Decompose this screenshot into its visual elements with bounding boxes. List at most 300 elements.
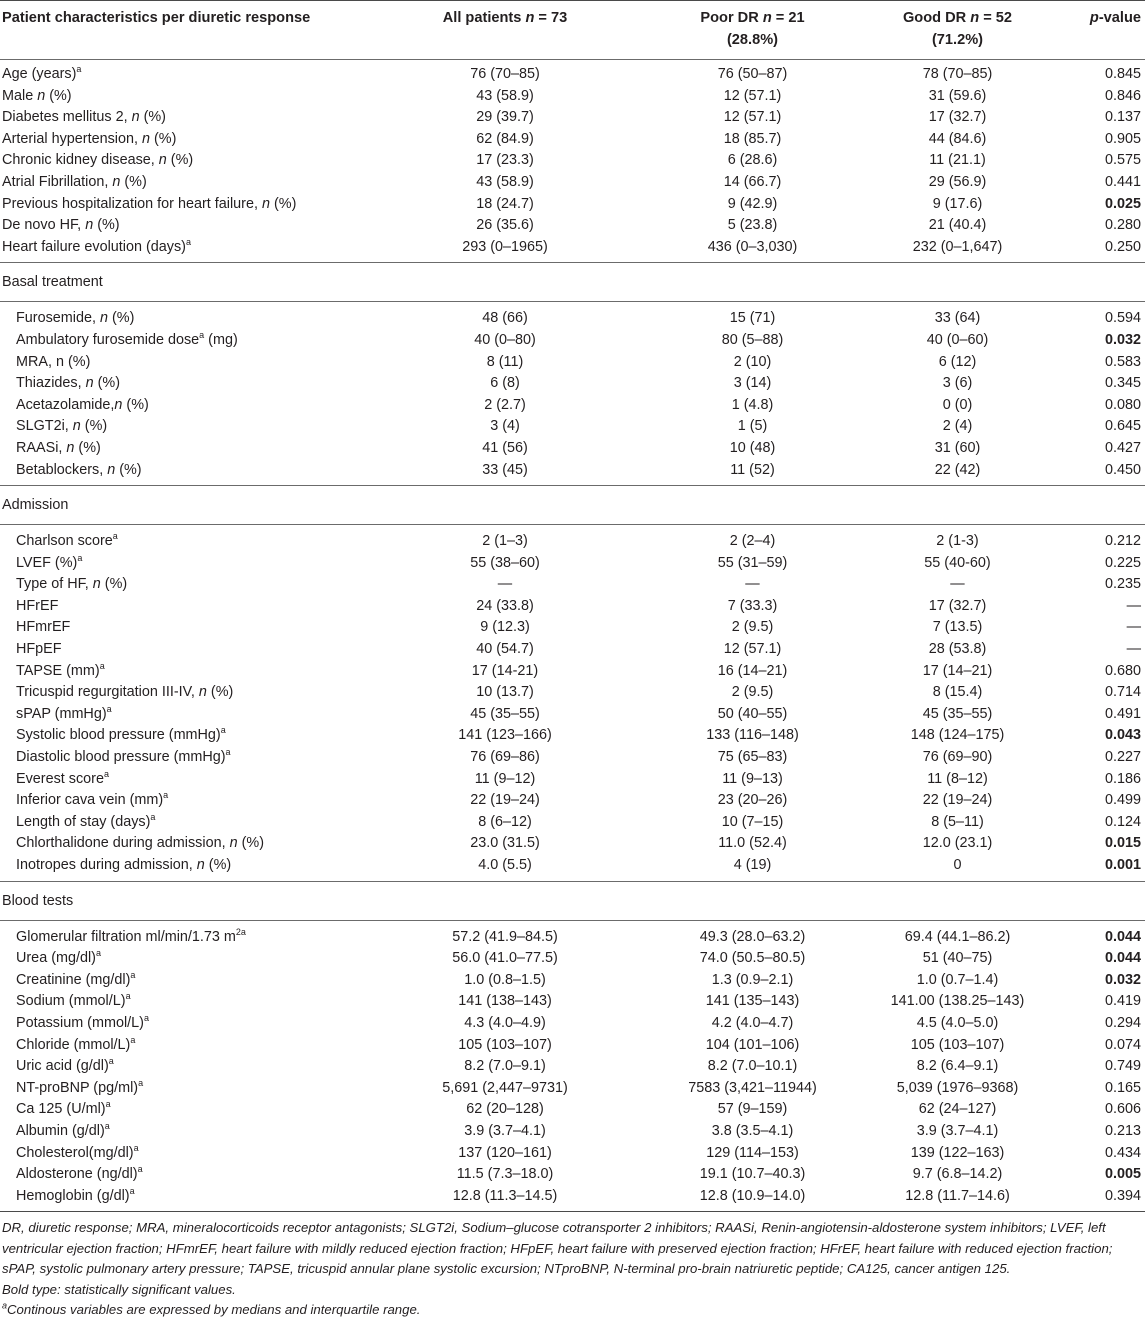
cell-all-patients: 2 (2.7) [484,396,526,413]
cell-good-dr: 0 [953,857,962,873]
row-label-suffix: (%) [115,461,142,478]
table-row [0,308,1145,330]
row-label-text: Hemoglobin (g/dl) [16,1187,130,1204]
row-label-sup: a [105,1099,111,1110]
cell-poor-dr: 2 (9.5) [731,619,774,636]
row-label-sup: a [108,1056,114,1067]
cell-good-dr: 1.0 (0.7–1.4) [916,971,999,988]
row-label-n: n [72,418,81,435]
row-label-text: Ca 125 (U/ml) [16,1101,106,1118]
row-label [0,639,360,661]
cell-poor-dr: 4.2 (4.0–4.7) [711,1014,794,1031]
table-row [0,991,1145,1013]
cell-good-dr: 44 (84.6) [928,130,987,147]
row-label-sup: a [133,1142,139,1153]
section-title: Admission [0,486,1145,525]
row-label-text: Thiazides, [16,375,86,392]
table-row [0,617,1145,639]
cell-poor-dr: 141 (135–143) [705,993,800,1010]
row-label-text: Everest score [16,770,104,787]
row-label-suffix: (mg) [204,331,238,348]
cell-p-value: 0.594 [1104,310,1141,327]
table-row [0,352,1145,374]
row-label-n: n [141,130,150,147]
row-label [0,64,360,86]
row-label-n: n [92,576,101,593]
row-label-sup: a [99,660,105,671]
row-label [0,194,360,216]
cell-poor-dr: 12 (57.1) [723,109,782,126]
cell-good-dr: 9.7 (6.8–14.2) [912,1166,1003,1183]
cell-all-patients: 9 (12.3) [480,619,530,636]
cell-p-value: 0.845 [1104,66,1141,82]
cell-p-value: 0.606 [1104,1101,1141,1118]
row-label-suffix: (%) [93,217,120,234]
table-row [0,596,1145,618]
row-label [0,1099,360,1121]
table-row [0,395,1145,417]
cell-all-patients: 18 (24.7) [476,195,534,212]
row-label-sup: a [104,1121,110,1132]
table-row [0,1164,1145,1186]
cell-p-value: 0.044 [1104,950,1141,967]
cell-p-value: — [1126,619,1141,636]
row-label [0,553,360,575]
table-row [0,150,1145,172]
cell-p-value: 0.499 [1104,792,1141,809]
row-label-text: Diabetes mellitus 2, [2,109,132,126]
cell-p-value: 0.032 [1104,971,1141,988]
cell-good-dr: 139 (122–163) [910,1144,1005,1161]
table-row [0,553,1145,575]
cell-poor-dr: 11.0 (52.4) [718,835,787,852]
cell-poor-dr: 1 (5) [737,418,768,435]
row-label-sup: a [143,1013,149,1024]
cell-p-value: 0.043 [1104,727,1141,744]
cell-all-patients: 43 (58.9) [476,87,534,104]
table-row [0,86,1145,108]
cell-all-patients: 24 (33.8) [476,597,534,614]
row-label [0,438,360,460]
section-header [0,881,1145,920]
row-label-n: n [112,173,121,190]
cell-good-dr: 33 (64) [934,310,981,327]
row-label [0,172,360,194]
header-good-dr: Good DR n = 52 (71.2%) [825,1,1050,60]
cell-poor-dr: 11 (52) [730,461,775,478]
row-label-n: n [37,87,46,104]
row-label-sup: a [76,64,82,75]
row-label [0,617,360,639]
row-label-text: Creatinine (mg/dl) [16,971,131,988]
cell-poor-dr: 15 (71) [729,310,776,327]
cell-all-patients: 12.8 (11.3–14.5) [452,1187,558,1204]
row-label-suffix: (%) [122,396,149,413]
cell-p-value: 0.080 [1104,396,1141,413]
table-header [0,1,1145,60]
row-label-n: n [196,857,205,873]
table-row [0,812,1145,834]
cell-good-dr: 232 (0–1,647) [912,238,1003,255]
cell-poor-dr: 19.1 (10.7–40.3) [699,1166,806,1183]
cell-good-dr: 0 (0) [942,396,973,413]
row-label [0,596,360,618]
cell-poor-dr: 49.3 (28.0–63.2) [699,928,806,945]
table-row [0,1013,1145,1035]
cell-good-dr: 40 (0–60) [926,331,989,348]
row-label-text: Atrial Fibrillation, [2,173,113,190]
header-characteristics: Patient characteristics per diuretic response [0,1,360,60]
cell-good-dr: 105 (103–107) [910,1036,1005,1053]
row-label-sup: a [185,236,191,247]
cell-good-dr: 9 (17.6) [932,195,983,212]
row-label-n: n [158,152,167,169]
cell-poor-dr: 16 (14–21) [717,662,788,679]
cell-p-value: 0.394 [1104,1187,1141,1204]
row-label-text: Charlson score [16,533,113,550]
row-label-sup: a [199,330,205,341]
cell-good-dr: 12.8 (11.7–14.6) [905,1187,1010,1204]
row-label [0,330,360,352]
cell-p-value: 0.280 [1104,217,1141,234]
row-label-suffix: (%) [45,87,72,104]
cell-p-value: 0.427 [1104,439,1141,456]
cell-all-patients: 40 (54.7) [476,641,534,658]
table-row [0,194,1145,216]
cell-all-patients: 2 (1–3) [482,533,528,550]
row-label [0,129,360,151]
cell-good-dr: — [950,576,965,593]
cell-all-patients: 141 (138–143) [458,993,552,1010]
table-row [0,416,1145,438]
row-label-text: NT-proBNP (pg/ml) [16,1079,139,1096]
row-label-n: n [99,310,108,327]
row-label [0,833,360,855]
cell-poor-dr: 57 (9–159) [717,1101,788,1118]
cell-p-value: 0.250 [1104,238,1141,255]
cell-all-patients: 3 (4) [490,418,520,435]
table-row [0,1121,1145,1143]
row-label-suffix: (%) [150,130,177,147]
cell-p-value: 0.005 [1104,1166,1141,1183]
cell-good-dr: 78 (70–85) [922,66,993,82]
row-label-text: Chlorthalidone during admission, [16,835,230,852]
row-label-n: n [66,439,75,456]
row-label-suffix: (%) [237,835,264,852]
cell-all-patients: 26 (35.6) [476,217,534,234]
cell-p-value: 0.645 [1104,418,1141,435]
cell-poor-dr: 3.8 (3.5–4.1) [711,1122,794,1139]
cell-good-dr: 6 (12) [938,353,977,370]
row-label-text: RAASi, [16,439,67,456]
cell-all-patients: 55 (38–60) [470,554,540,571]
cell-poor-dr: 75 (65–83) [717,749,788,766]
cell-all-patients: 33 (45) [482,461,528,478]
row-label [0,704,360,726]
row-label-text: MRA, n (%) [16,353,91,370]
row-label-text: De novo HF, [2,217,86,234]
row-label-sup: a [137,1164,143,1175]
cell-poor-dr: 12 (57.1) [723,641,782,658]
cell-all-patients: 17 (14-21) [471,662,539,679]
cell-all-patients: 141 (123–166) [458,727,552,744]
row-label-sup: a [129,1185,135,1196]
row-label-suffix: (%) [93,375,120,392]
cell-all-patients: 8.2 (7.0–9.1) [464,1058,546,1075]
cell-good-dr: 22 (42) [934,461,981,478]
cell-good-dr: 5,039 (1976–9368) [896,1079,1019,1096]
table-row [0,1035,1145,1057]
cell-poor-dr: 12 (57.1) [723,87,782,104]
cell-poor-dr: 18 (85.7) [723,130,782,147]
cell-poor-dr: 436 (0–3,030) [707,238,798,255]
cell-all-patients: 10 (13.7) [476,684,534,701]
cell-p-value: — [1126,641,1141,658]
row-label-text: Heart failure evolution (days) [2,238,186,255]
cell-p-value: 0.074 [1104,1036,1141,1053]
row-label-sup: a [220,725,226,736]
table-row [0,1186,1145,1212]
cell-poor-dr: — [745,576,760,593]
cell-all-patients: 41 (56) [482,439,528,456]
row-label-sup: a [130,1034,136,1045]
row-label-text: Diastolic blood pressure (mmHg) [16,749,226,766]
row-label-text: sPAP (mmHg) [16,705,107,722]
row-label-sup: a [95,948,101,959]
cell-p-value: 0.575 [1104,152,1141,169]
cell-all-patients: 4.0 (5.5) [478,857,532,873]
row-label [0,1121,360,1143]
cell-good-dr: 76 (69–90) [922,749,993,766]
row-label-text: Aldosterone (ng/dl) [16,1166,138,1183]
row-label-sup: a [130,969,136,980]
row-label-n: n [85,217,94,234]
cell-p-value: 0.025 [1104,195,1141,212]
table-row [0,661,1145,683]
row-label-suffix: (%) [100,576,128,593]
cell-p-value: 0.225 [1104,554,1141,571]
cell-good-dr: 17 (32.7) [928,597,987,614]
row-label [0,790,360,812]
cell-good-dr: 55 (40-60) [924,554,991,571]
cell-p-value: 0.441 [1104,173,1141,190]
cell-poor-dr: 3 (14) [733,375,772,392]
table-row [0,460,1145,486]
cell-poor-dr: 2 (9.5) [731,684,774,701]
cell-good-dr: 22 (19–24) [922,792,993,809]
row-label [0,970,360,992]
cell-good-dr: 31 (59.6) [928,87,987,104]
cell-all-patients: 40 (0–80) [474,331,536,348]
cell-poor-dr: 7 (33.3) [727,597,778,614]
header-p-value: p-value [1050,1,1145,60]
row-label-text: Albumin (g/dl) [16,1122,105,1139]
row-label [0,416,360,438]
cell-good-dr: 62 (24–127) [918,1101,997,1118]
cell-all-patients: 57.2 (41.9–84.5) [452,928,558,945]
cell-good-dr: 2 (4) [942,418,973,435]
table-row [0,855,1145,881]
cell-poor-dr: 2 (2–4) [729,533,776,550]
row-label [0,747,360,769]
cell-p-value: 0.212 [1104,533,1141,550]
row-label-text: TAPSE (mm) [16,662,100,679]
table-row [0,1078,1145,1100]
section-title: Blood tests [0,881,1145,920]
row-label-sup: a [103,768,109,779]
row-label-text: Age (years) [2,66,77,82]
cell-good-dr: 12.0 (23.1) [922,835,993,852]
cell-good-dr: 17 (14–21) [922,662,993,679]
row-label-n: n [261,195,270,212]
row-label-text: Sodium (mmol/L) [16,993,126,1010]
row-label [0,237,360,263]
cell-all-patients: 62 (84.9) [476,130,534,147]
row-label [0,1035,360,1057]
cell-all-patients: 62 (20–128) [466,1101,544,1118]
cell-good-dr: 7 (13.5) [932,619,983,636]
table-row [0,330,1145,352]
cell-all-patients: 137 (120–161) [458,1144,552,1161]
table-row [0,215,1145,237]
cell-poor-dr: 4 (19) [733,857,772,873]
row-label [0,308,360,330]
table-row [0,927,1145,949]
cell-good-dr: 29 (56.9) [928,173,987,190]
cell-poor-dr: 8.2 (7.0–10.1) [707,1058,798,1075]
row-label [0,395,360,417]
row-label [0,150,360,172]
header-all-patients: All patients n = 73 [360,1,610,60]
cell-p-value: 0.583 [1104,353,1141,370]
cell-all-patients: 1.0 (0.8–1.5) [464,971,546,988]
row-label-suffix: (%) [206,684,234,701]
cell-p-value: 0.749 [1104,1058,1141,1075]
cell-p-value: 0.491 [1104,705,1141,722]
table-row [0,682,1145,704]
row-label [0,948,360,970]
row-label-sup: a [225,747,231,758]
cell-poor-dr: 23 (20–26) [717,792,788,809]
table-row [0,64,1145,86]
cell-poor-dr: 55 (31–59) [717,554,788,571]
cell-all-patients: 29 (39.7) [476,109,534,126]
table-row [0,970,1145,992]
row-label-text: Arterial hypertension, [2,130,142,147]
cell-poor-dr: 50 (40–55) [717,705,788,722]
cell-p-value: 0.345 [1104,375,1141,392]
row-label-sup: 2a [235,926,246,937]
cell-poor-dr: 133 (116–148) [706,727,799,744]
cell-p-value: 0.235 [1104,576,1141,593]
cell-p-value: 0.186 [1104,770,1141,787]
row-label-text: HFpEF [16,641,62,658]
cell-p-value: 0.227 [1104,749,1141,766]
row-label-text: Betablockers, [16,461,108,478]
cell-p-value: 0.294 [1104,1014,1141,1031]
cell-poor-dr: 10 (48) [729,439,776,456]
table-row [0,237,1145,263]
row-label [0,682,360,704]
row-label-sup: a [112,531,118,542]
cell-poor-dr: 14 (66.7) [723,173,782,190]
row-label-suffix: (%) [139,109,166,126]
row-label [0,460,360,486]
cell-p-value: — [1126,597,1141,614]
cell-all-patients: 11 (9–12) [474,770,536,787]
row-label [0,725,360,747]
row-label-text: Type of HF, [16,576,93,593]
section-header [0,263,1145,302]
row-label-sup: a [106,704,112,715]
cell-p-value: 0.044 [1104,928,1141,945]
header-poor-dr: Poor DR n = 21 (28.8%) [610,1,825,60]
row-label-text: Chronic kidney disease, [2,152,159,169]
row-label [0,769,360,791]
cell-p-value: 0.714 [1104,684,1141,701]
row-label [0,574,360,596]
row-label-sup: a [163,790,169,801]
row-label-text: HFrEF [16,597,59,614]
table-row [0,129,1145,151]
cell-poor-dr: 104 (101–106) [705,1036,800,1053]
row-label [0,812,360,834]
cell-poor-dr: 76 (50–87) [717,66,788,82]
row-label-text: Systolic blood pressure (mmHg) [16,727,221,744]
cell-poor-dr: 6 (28.6) [727,152,778,169]
table-row [0,438,1145,460]
row-label [0,215,360,237]
row-label-suffix: (%) [120,173,147,190]
cell-good-dr: 11 (8–12) [927,770,988,787]
cell-poor-dr: 12.8 (10.9–14.0) [699,1187,806,1204]
row-label-suffix: (%) [166,152,194,169]
row-label-text: Male [2,87,38,104]
table-row [0,1056,1145,1078]
row-label-sup: a [138,1077,144,1088]
row-label-n: n [114,396,123,413]
cell-good-dr: 17 (32.7) [928,109,987,126]
row-label [0,991,360,1013]
table-row [0,531,1145,553]
table-row [0,1099,1145,1121]
row-label [0,86,360,108]
row-label [0,107,360,129]
cell-good-dr: 4.5 (4.0–5.0) [916,1014,999,1031]
row-label-text: Uric acid (g/dl) [16,1058,109,1075]
cell-good-dr: 2 (1-3) [936,533,979,550]
row-label-text: Chloride (mmol/L) [16,1036,131,1053]
cell-good-dr: 45 (35–55) [922,705,993,722]
cell-poor-dr: 1 (4.8) [731,396,774,413]
row-label [0,373,360,395]
cell-all-patients: 4.3 (4.0–4.9) [464,1014,546,1031]
row-label [0,661,360,683]
row-label-text: Glomerular filtration ml/min/1.73 m [16,928,236,945]
cell-poor-dr: 74.0 (50.5–80.5) [699,950,806,967]
row-label-text: Potassium (mmol/L) [16,1014,144,1031]
row-label [0,531,360,553]
cell-all-patients: 293 (0–1965) [462,238,548,255]
cell-good-dr: 21 (40.4) [928,217,987,234]
cell-poor-dr: 80 (5–88) [721,331,784,348]
footnote-continuous: $^a$Continous variables are expressed by medians and interquartile range. [2,1300,421,1318]
row-label-sup: a [150,812,156,823]
table-row [0,833,1145,855]
table-row [0,574,1145,596]
row-label-text: Previous hospitalization for heart failure, [2,195,262,212]
row-label-text: SLGT2i, [16,418,73,435]
